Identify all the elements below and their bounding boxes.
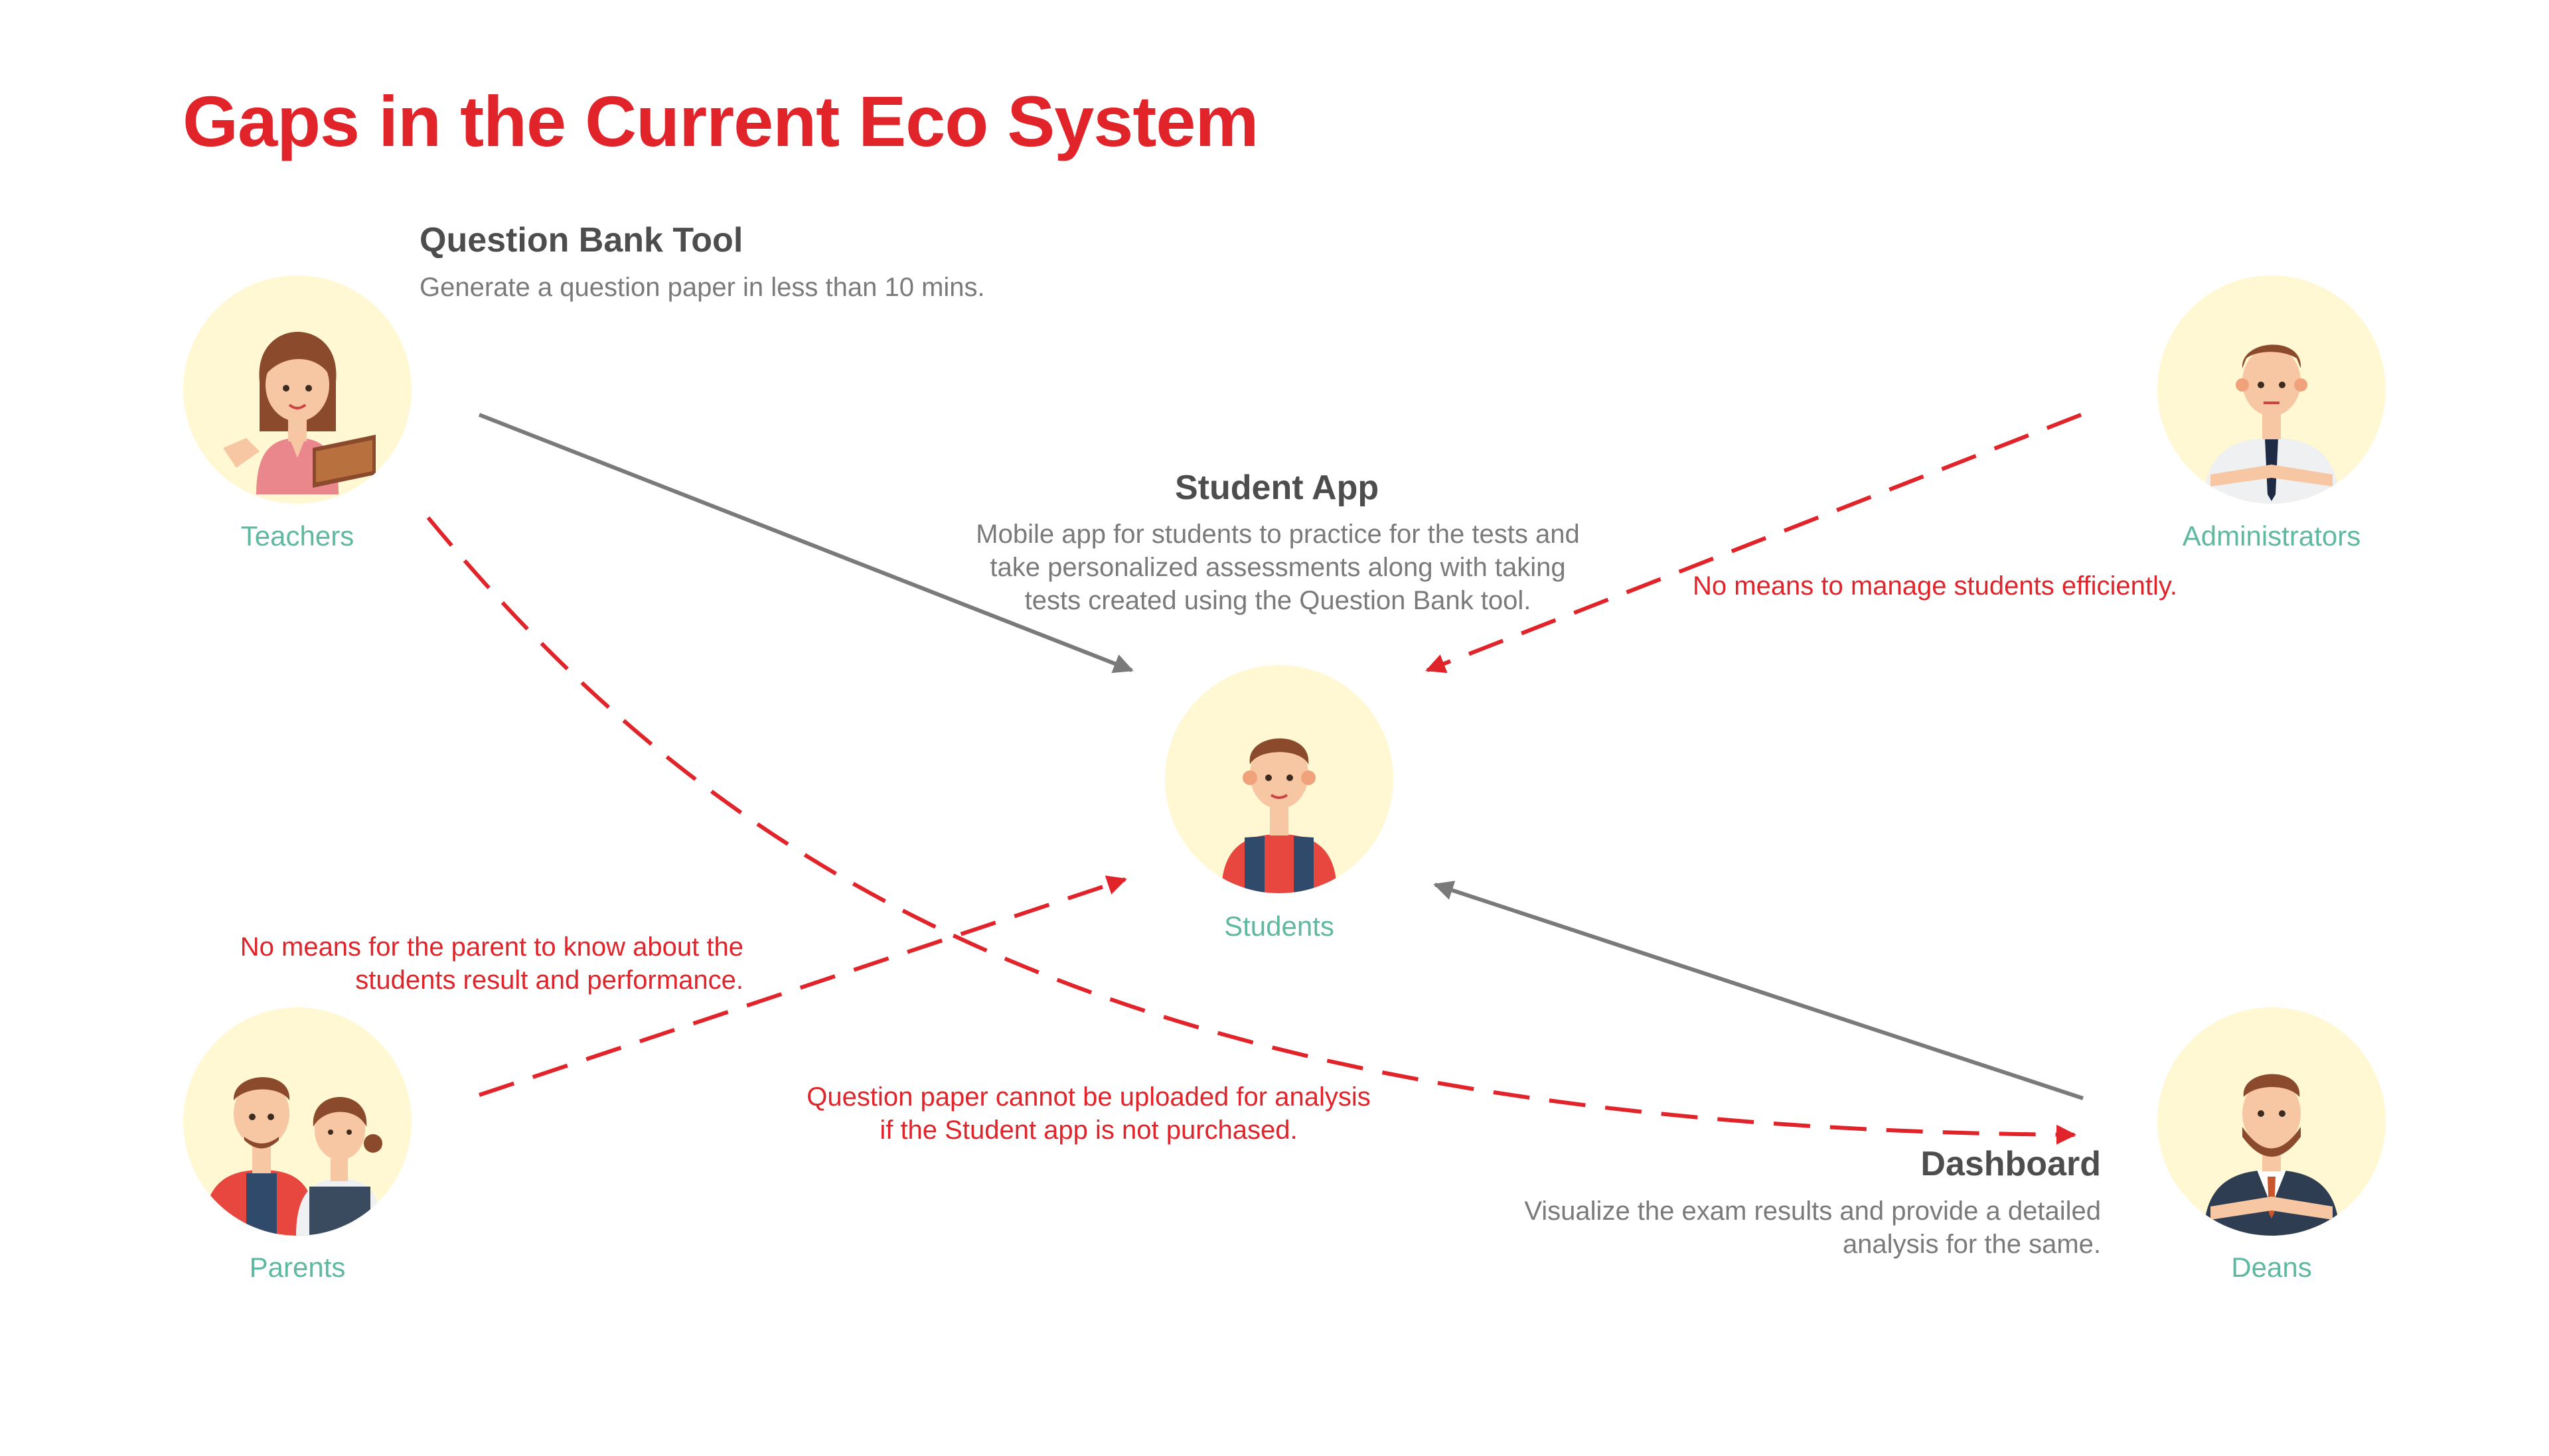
student-app-title: Student App: [1175, 469, 1379, 507]
teachers-dashboard-gap-note: [770, 1080, 1407, 1147]
deans-label: Deans: [2231, 1252, 2312, 1283]
arrow-deans-to-students: [1435, 885, 2083, 1098]
student-avatar-icon: [1165, 665, 1393, 893]
administrator-avatar-icon: [2157, 275, 2386, 504]
teacher-avatar-icon: [183, 275, 412, 504]
teachers-label: Teachers: [240, 520, 354, 551]
students-label: Students: [1224, 910, 1334, 942]
parents-gap-note-line: students result and performance.: [355, 966, 743, 995]
teachers-dashboard-gap-note-line: if the Student app is not purchased.: [880, 1116, 1298, 1145]
dashboard-description-line: analysis for the same.: [1842, 1230, 2101, 1259]
dashboard-description-line: Visualize the exam results and provide a detailed: [1524, 1197, 2101, 1226]
question-bank-title: Question Bank Tool: [420, 221, 743, 259]
dean-avatar-icon: [2157, 1007, 2386, 1236]
student-app-description: [916, 518, 1640, 617]
administrators-label: Administrators: [2182, 520, 2361, 551]
student-app-description-line: Mobile app for students to practice for the tests and: [976, 520, 1580, 549]
parents-avatar-icon: [183, 1007, 412, 1236]
dashboard-description: [1437, 1195, 2101, 1261]
administrators-gap-note: No means to manage students efficiently.: [1693, 571, 2178, 601]
parents-gap-note: [133, 930, 743, 997]
parents-label: Parents: [249, 1252, 346, 1283]
student-app-description-line: tests created using the Question Bank tool.: [1024, 586, 1531, 615]
teachers-dashboard-gap-note-line: Question paper cannot be uploaded for analysis: [807, 1082, 1371, 1112]
student-app-description-line: take personalized assessments along with taking: [990, 553, 1566, 582]
parents-gap-note-line: No means for the parent to know about the: [240, 932, 743, 962]
page-title: Gaps in the Current Eco System: [183, 81, 1259, 161]
dashboard-title: Dashboard: [1920, 1145, 2101, 1183]
question-bank-description: Generate a question paper in less than 10 mins.: [420, 273, 985, 302]
